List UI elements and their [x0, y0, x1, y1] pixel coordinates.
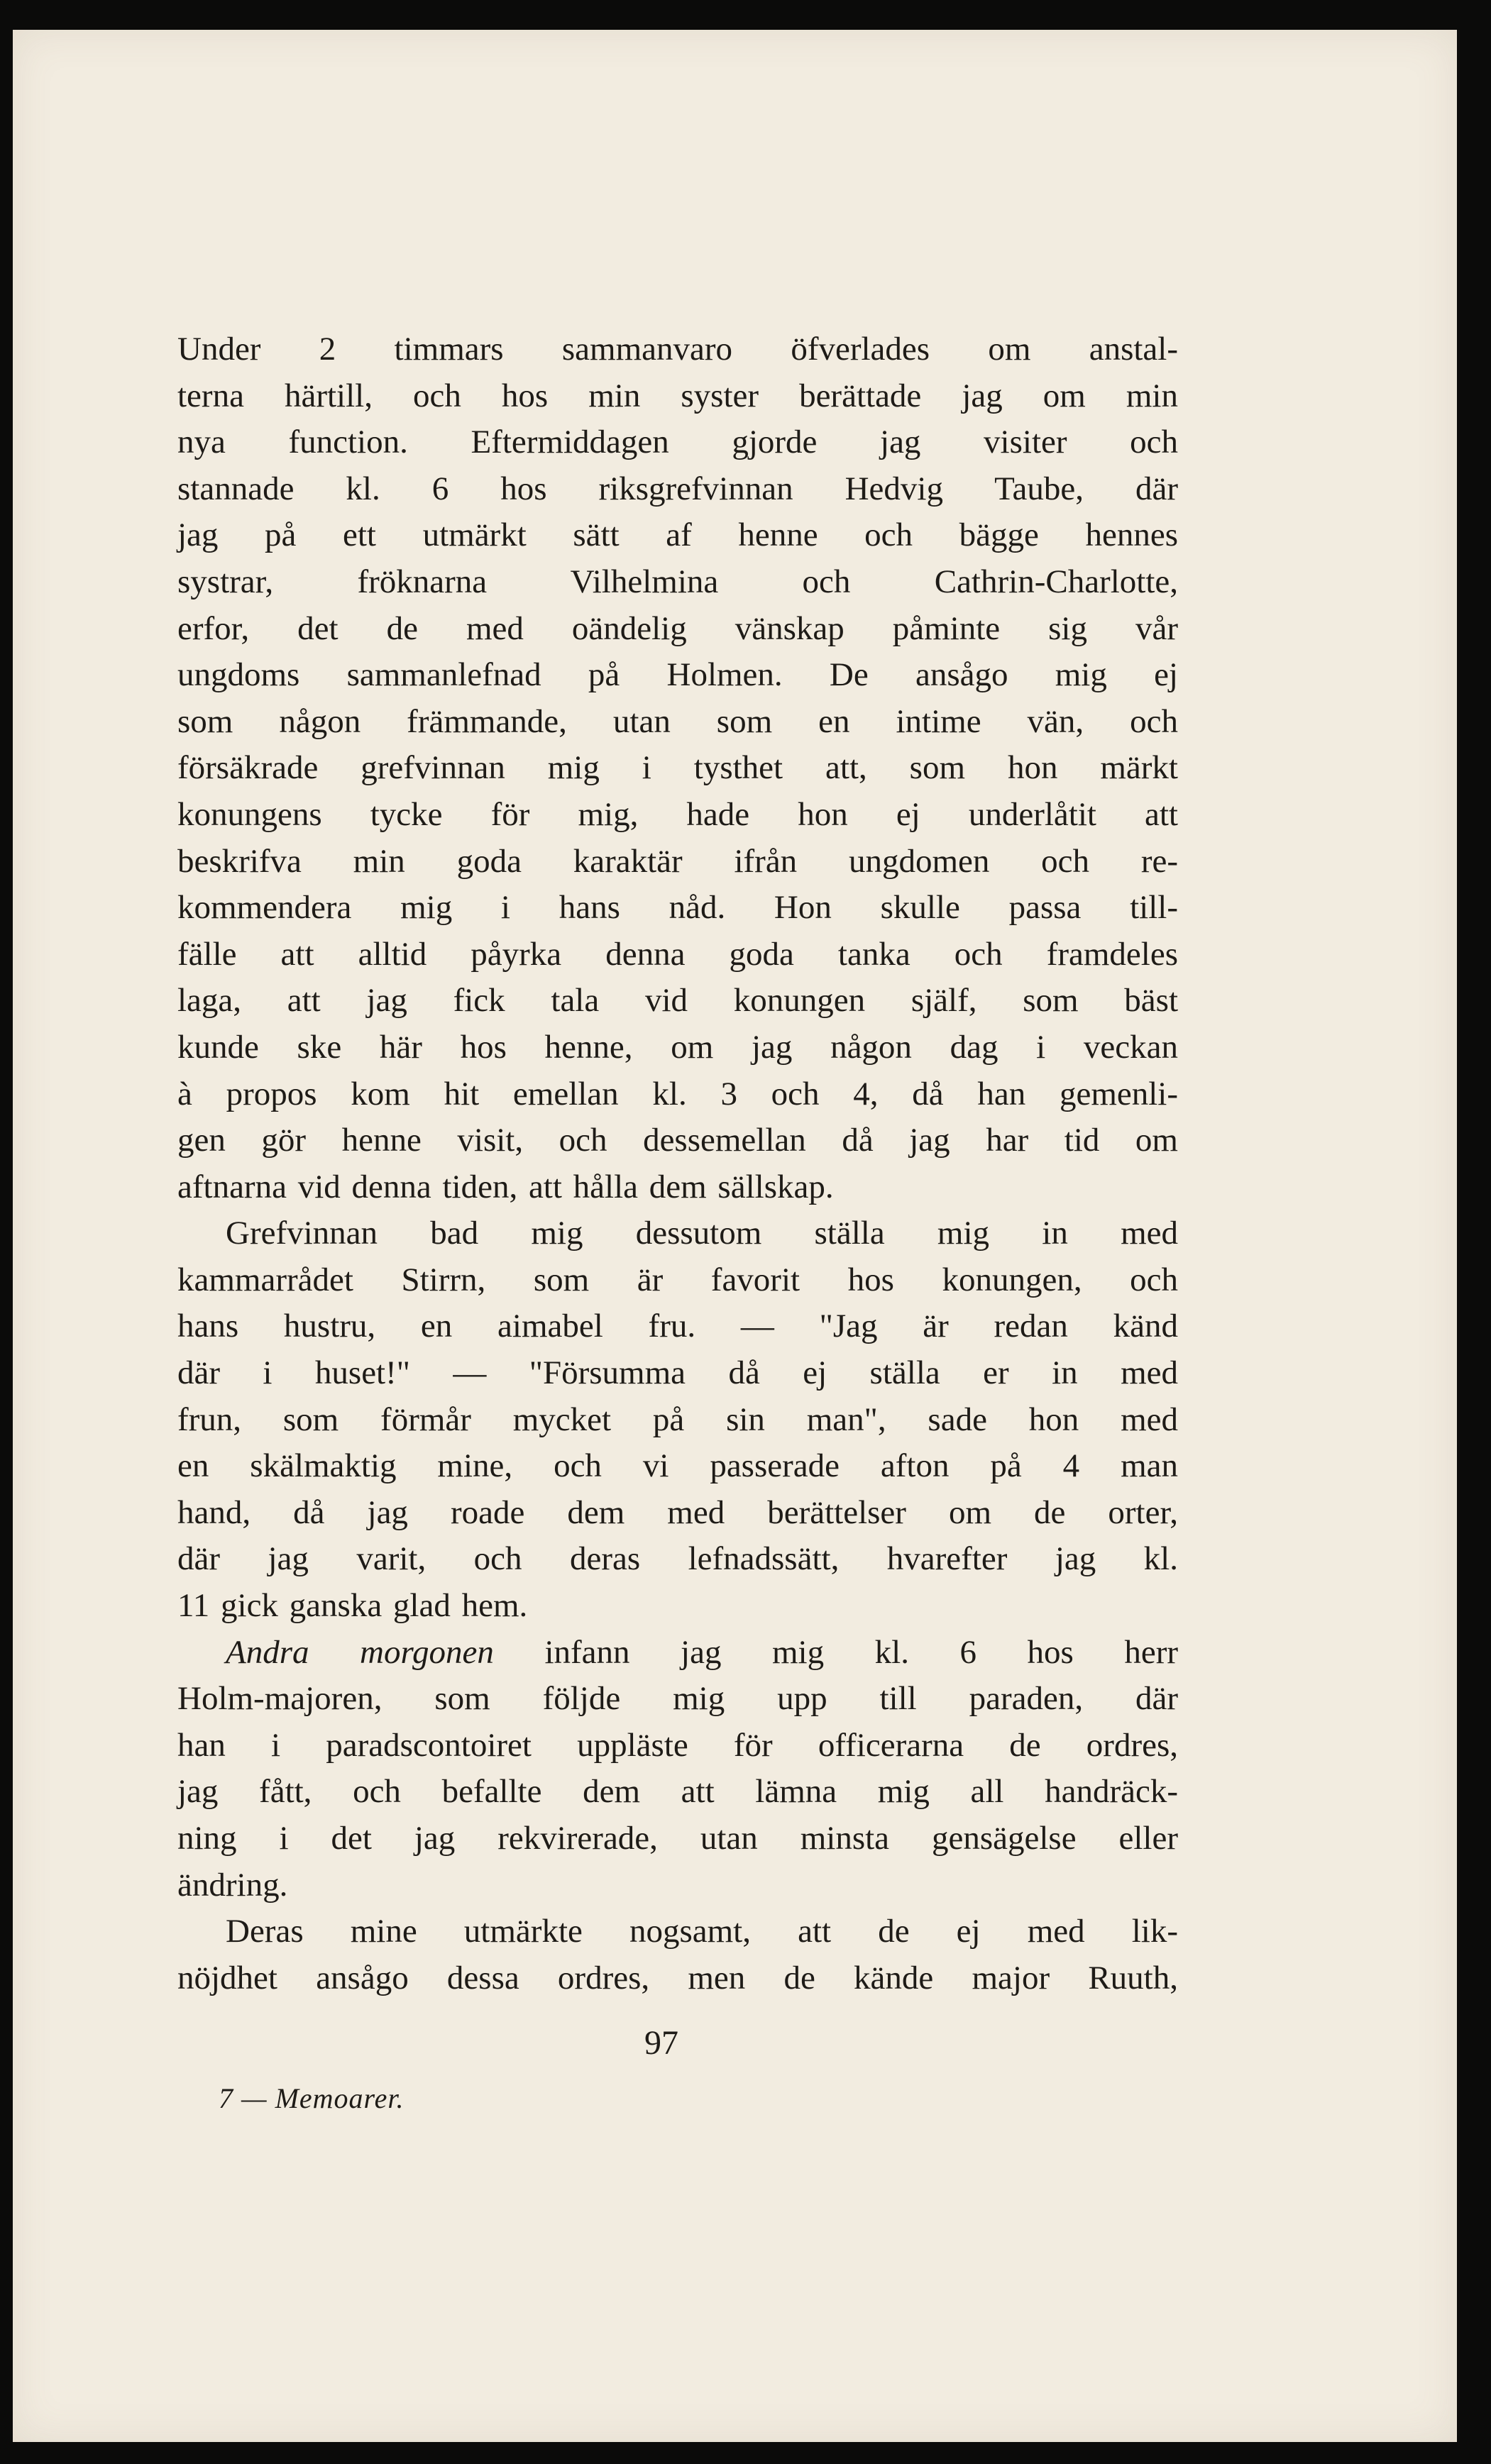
text-line: där jag varit, och deras lefnadssätt, hvarefter jag kl. [177, 1540, 1178, 1578]
text-line: 11 gick ganska glad hem. [177, 1587, 528, 1625]
text-line: ändring. [177, 1866, 288, 1904]
text-line: nya function. Eftermiddagen gjorde jag visiter och [177, 424, 1178, 461]
signature-mark: 7 — Memoarer. [219, 2082, 405, 2114]
text-line: Holm-majoren, som följde mig upp till paraden, där [177, 1680, 1178, 1718]
text-line: Grefvinnan bad mig dessutom ställa mig in med [226, 1215, 1178, 1252]
text-line [177, 1630, 1178, 1676]
text-line-rest: infann jag mig kl. 6 hos herr [544, 1633, 1179, 1671]
book-page [13, 30, 1457, 2442]
text-line: där i huset!" — "Försumma då ej ställa er in med [177, 1354, 1178, 1392]
text-line: ungdoms sammanlefnad på Holmen. De ansågo mig ej [177, 656, 1178, 694]
text-line: Under 2 timmars sammanvaro öfverlades om anstal- [177, 331, 1178, 368]
page-number: 97 [644, 2024, 678, 2062]
text-line: jag fått, och befallte dem att lämna mig all handräck- [177, 1773, 1178, 1811]
text-line: ning i det jag rekvirerade, utan minsta gensägelse eller [177, 1820, 1178, 1857]
text-line: systrar, fröknarna Vilhelmina och Cathrin-Charlotte, [177, 563, 1178, 600]
text-line: gen gör henne visit, och dessemellan då jag har tid om [177, 1122, 1178, 1159]
text-line: aftnarna vid denna tiden, att hålla dem sällskap. [177, 1168, 834, 1205]
text-line: laga, att jag fick tala vid konungen själf, som bäst [177, 982, 1178, 1020]
text-line: kunde ske här hos henne, om jag någon dag i veckan [177, 1028, 1178, 1066]
text-line: Deras mine utmärkte nogsamt, att de ej med lik- [226, 1913, 1178, 1950]
italic-lead: Andra morgonen [226, 1633, 494, 1671]
text-line: kammarrådet Stirrn, som är favorit hos konungen, och [177, 1261, 1178, 1298]
body-text [177, 326, 1178, 2001]
text-line: stannade kl. 6 hos riksgrefvinnan Hedvig Taube, där [177, 470, 1178, 507]
text-line: terna härtill, och hos min syster berättade jag om min [177, 377, 1178, 414]
text-line: försäkrade grefvinnan mig i tysthet att, som hon märkt [177, 749, 1178, 787]
text-line: hand, då jag roade dem med berättelser om de orter, [177, 1493, 1178, 1531]
text-line: erfor, det de med oändelig vänskap påminte sig vår [177, 609, 1178, 647]
text-line: jag på ett utmärkt sätt af henne och bägge hennes [177, 516, 1178, 554]
text-line: beskrifva min goda karaktär ifrån ungdomen och re- [177, 842, 1178, 880]
text-line: nöjdhet ansågo dessa ordres, men de kände major Ruuth, [177, 1959, 1178, 1996]
text-line: kommendera mig i hans nåd. Hon skulle passa till- [177, 889, 1178, 927]
text-line: à propos kom hit emellan kl. 3 och 4, då han gemenli- [177, 1075, 1178, 1112]
text-line: hans hustru, en aimabel fru. — "Jag är redan känd [177, 1308, 1178, 1345]
text-line: som någon främmande, utan som en intime vän, och [177, 702, 1178, 740]
text-line: en skälmaktig mine, och vi passerade afton på 4 man [177, 1447, 1178, 1485]
text-line: fälle att alltid påyrka denna goda tanka och framdeles [177, 935, 1178, 973]
text-line: konungens tycke för mig, hade hon ej underlåtit att [177, 795, 1178, 833]
text-line: han i paradscontoiret uppläste för officerarna de ordres, [177, 1726, 1178, 1764]
text-line: frun, som förmår mycket på sin man", sade hon med [177, 1400, 1178, 1438]
